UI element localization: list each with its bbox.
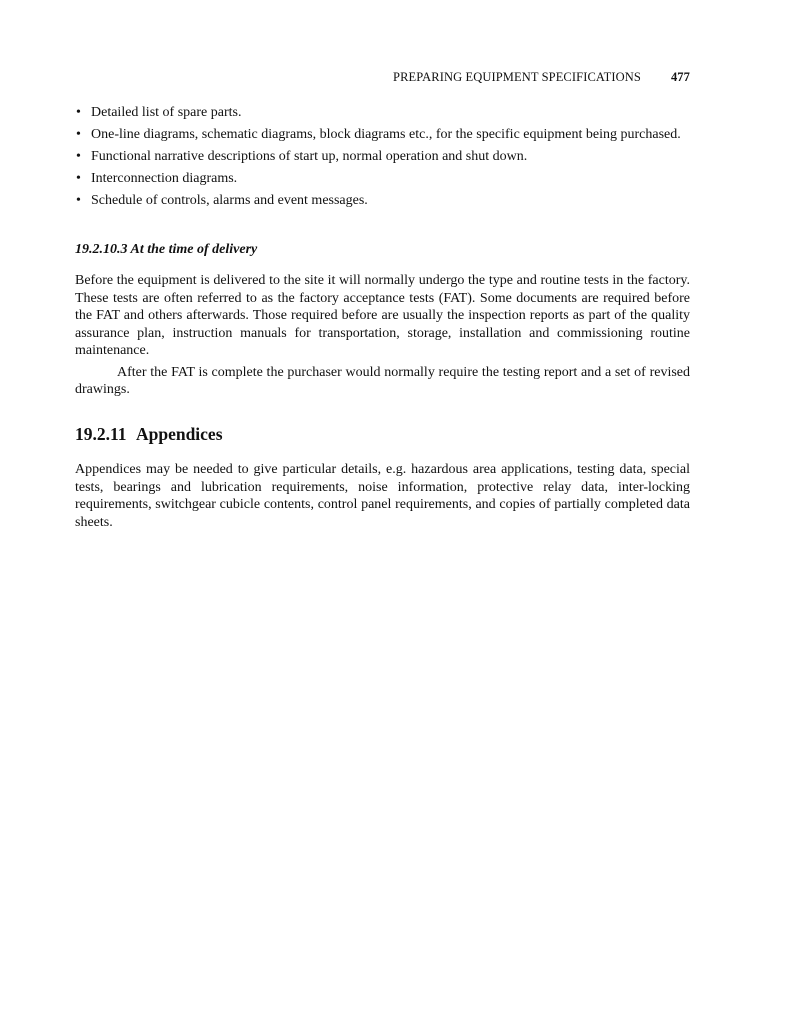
- section-heading: [75, 423, 690, 444]
- page-content: [75, 104, 690, 531]
- list-item-text: Schedule of controls, alarms and event messages.: [91, 193, 368, 208]
- bullet-icon: •: [76, 149, 81, 164]
- list-item: [75, 104, 690, 122]
- list-item-text: Interconnection diagrams.: [91, 171, 238, 186]
- page-number: 477: [670, 70, 690, 84]
- subsection-paragraph-1: Before the equipment is delivered to the site it will normally undergo the type and routine tests in the factory. These tests are often referred to as the factory acceptance tests (FAT). Some documents are required before the FAT and others afterwards. Those required before are usually the inspection reports as part of the quality assurance plan, instruction manuals for transportation, storage, installation and commissioning routine maintenance.: [75, 273, 690, 358]
- running-header: [393, 70, 690, 85]
- list-item: [75, 192, 690, 210]
- list-item-text: Detailed list of spare parts.: [91, 105, 242, 120]
- list-item-text: One-line diagrams, schematic diagrams, block diagrams etc., for the specific equipment being purchased.: [91, 127, 681, 142]
- section-paragraph: Appendices may be needed to give particular details, e.g. hazardous area applications, testing data, special tests, bearings and lubrication requirements, noise information, protective relay data, inter-locking requirements, switchgear cubicle contents, control panel requirements, and copies of partially completed data sheets.: [75, 462, 690, 530]
- bullet-icon: •: [76, 105, 81, 120]
- subsection-paragraph-2: After the FAT is complete the purchaser would normally require the testing report and a set of revised drawings.: [75, 364, 690, 397]
- list-item: [75, 170, 690, 188]
- list-item: [75, 126, 690, 144]
- bullet-list: [75, 104, 690, 210]
- bullet-icon: •: [76, 171, 81, 186]
- subsection-heading: 19.2.10.3 At the time of delivery: [75, 241, 258, 257]
- list-item: [75, 148, 690, 166]
- bullet-icon: •: [76, 127, 81, 142]
- section-title: Appendices: [135, 423, 223, 444]
- running-header-title: PREPARING EQUIPMENT SPECIFICATIONS: [393, 70, 641, 84]
- section-number: 19.2.11: [75, 423, 127, 444]
- list-item-text: Functional narrative descriptions of start up, normal operation and shut down.: [91, 149, 528, 164]
- bullet-icon: •: [76, 193, 81, 208]
- document-page: [75, 0, 690, 1024]
